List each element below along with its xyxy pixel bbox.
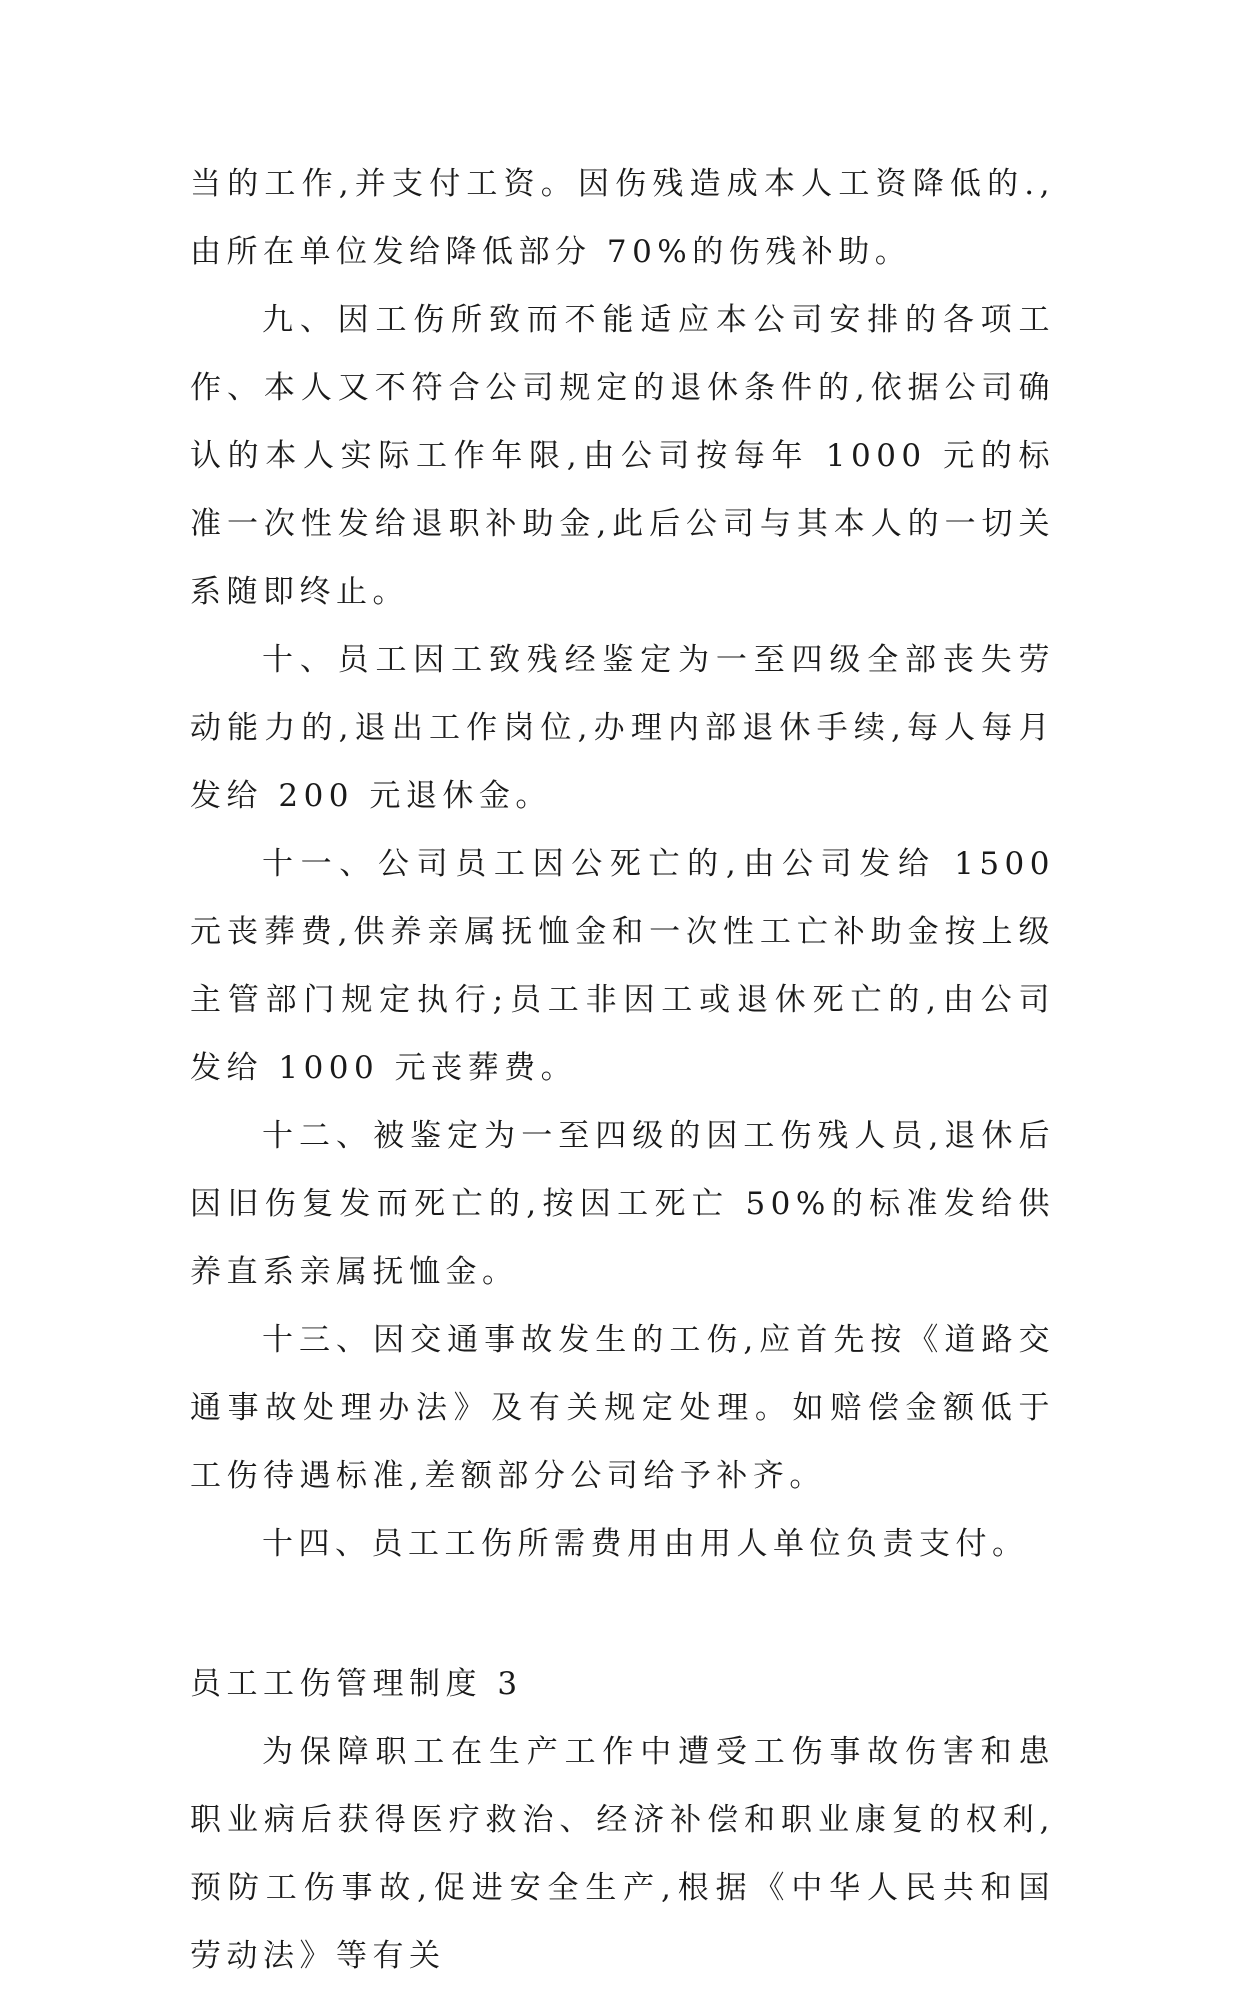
paragraph-continuation: 当的工作,并支付工资。因伤残造成本人工资降低的.,由所在单位发给降低部分 70%的伤残补助。 — [190, 166, 1055, 270]
paragraph-item-10: 十、员工因工致残经鉴定为一至四级全部丧失劳动能力的,退出工作岗位,办理内部退休手续,每人每月发给 200 元退休金。 — [190, 642, 1055, 814]
paragraph-item-14: 十四、员工工伤所需费用由用人单位负责支付。 — [262, 1526, 1029, 1562]
section-heading: 员工工伤管理制度 3 — [190, 1666, 523, 1702]
paragraph-item-12: 十二、被鉴定为一至四级的因工伤残人员,退休后因旧伤复发而死亡的,按因工死亡 50%的标准发给供养直系亲属抚恤金。 — [190, 1118, 1055, 1290]
section-intro-paragraph: 为保障职工在生产工作中遭受工伤事故伤害和患职业病后获得医疗救治、经济补偿和职业康复的权利,预防工伤事故,促进安全生产,根据《中华人民共和国劳动法》等有关 — [190, 1734, 1055, 1974]
paragraph-item-11: 十一、公司员工因公死亡的,由公司发给 1500 元丧葬费,供养亲属抚恤金和一次性工亡补助金按上级主管部门规定执行;员工非因工或退休死亡的,由公司发给 1000 元丧葬费。 — [190, 846, 1055, 1086]
paragraph-item-9: 九、因工伤所致而不能适应本公司安排的各项工作、本人又不符合公司规定的退休条件的,依据公司确认的本人实际工作年限,由公司按每年 1000 元的标准一次性发给退职补助金,此后公司与其本人的一切关系随即终止。 — [190, 302, 1055, 610]
paragraph-item-13: 十三、因交通事故发生的工伤,应首先按《道路交通事故处理办法》及有关规定处理。如赔偿金额低于工伤待遇标准,差额部分公司给予补齐。 — [190, 1322, 1055, 1494]
document-page — [190, 150, 1055, 1990]
